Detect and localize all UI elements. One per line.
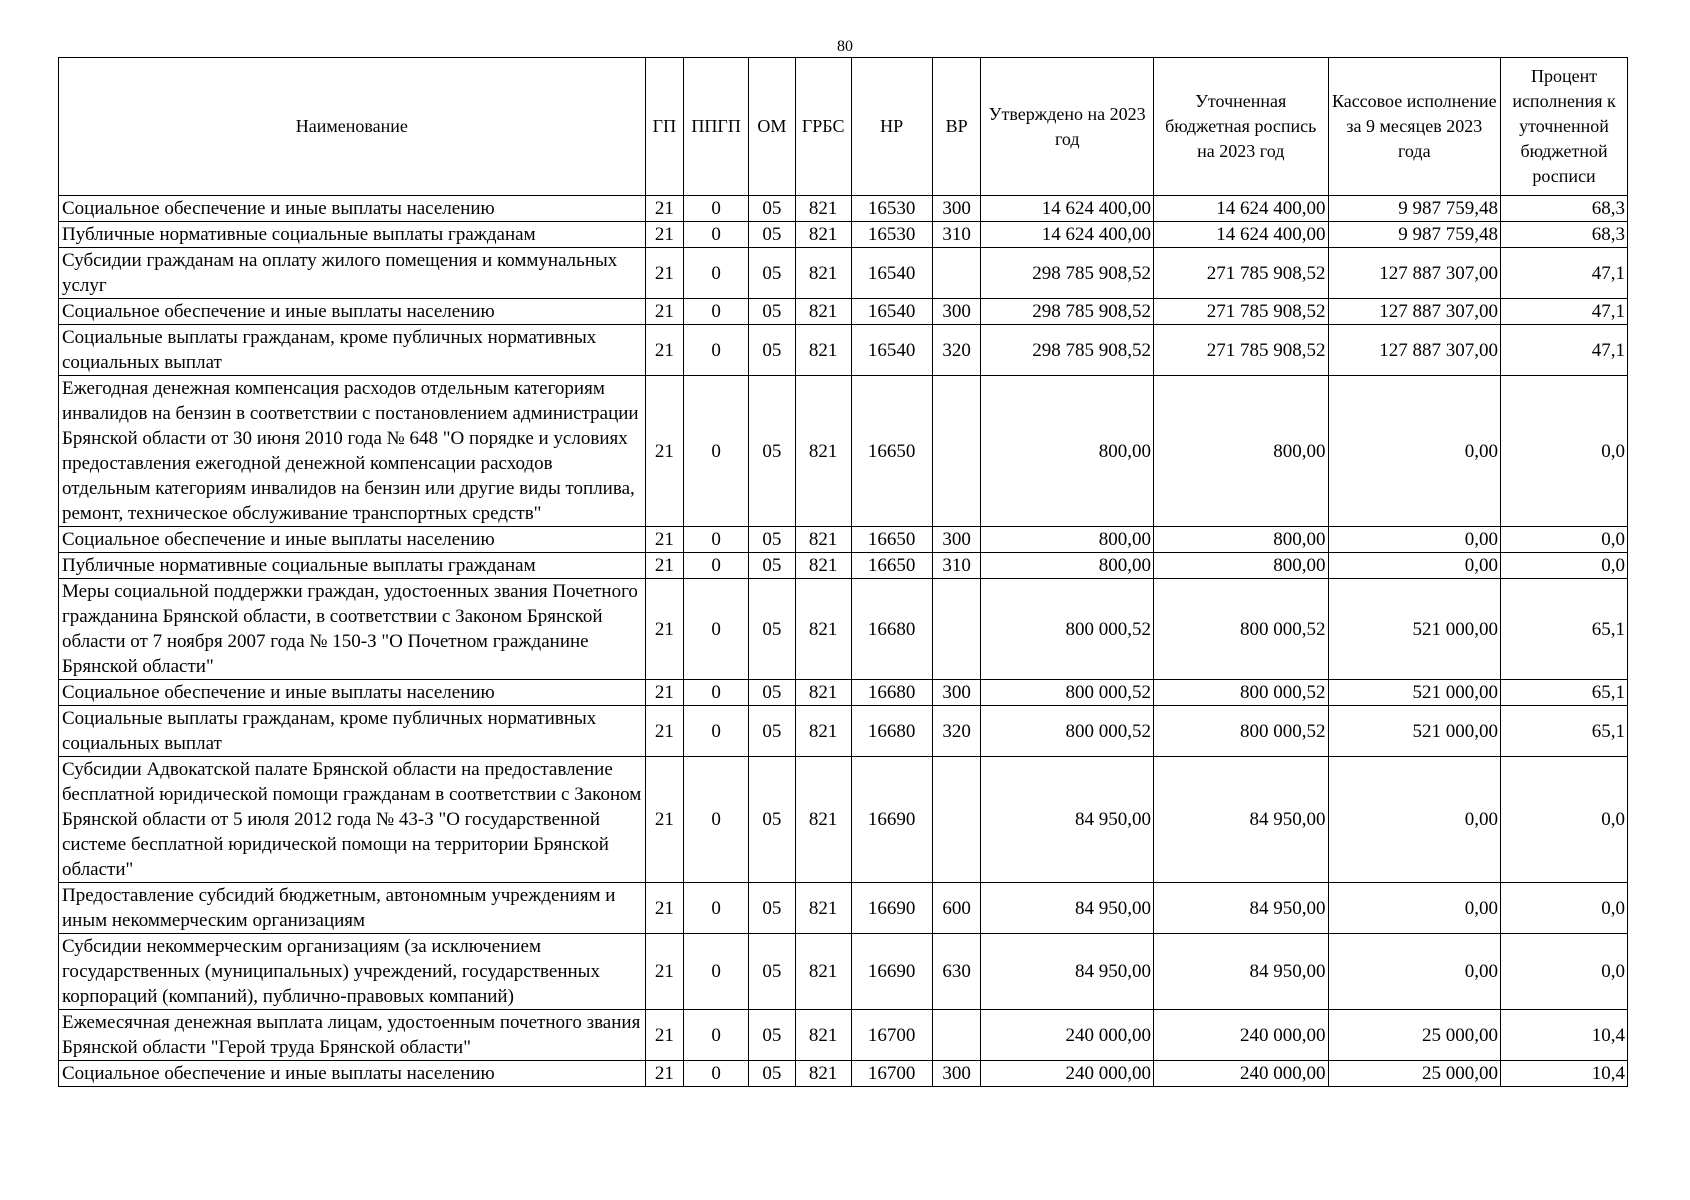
cell-nr: 16690 <box>851 934 932 1010</box>
cell-nr: 16540 <box>851 248 932 299</box>
cell-grbs: 821 <box>795 706 851 757</box>
cell-nr: 16680 <box>851 680 932 706</box>
cell-name: Социальное обеспечение и иные выплаты населению <box>59 680 646 706</box>
cell-vr: 320 <box>932 325 981 376</box>
cell-cash: 521 000,00 <box>1328 680 1501 706</box>
page-number: 80 <box>837 38 853 55</box>
cell-grbs: 821 <box>795 196 851 222</box>
cell-name: Предоставление субсидий бюджетным, автономным учреждениям и иным некоммерческим организациям <box>59 883 646 934</box>
cell-cash: 9 987 759,48 <box>1328 196 1501 222</box>
cell-ppgp: 0 <box>684 527 749 553</box>
cell-ppgp: 0 <box>684 1061 749 1087</box>
cell-name: Социальное обеспечение и иные выплаты населению <box>59 196 646 222</box>
table-row <box>59 325 1628 376</box>
cell-vr: 310 <box>932 553 981 579</box>
cell-name: Ежемесячная денежная выплата лицам, удостоенным почетного звания Брянской области "Герой труда Брянской области" <box>59 1010 646 1061</box>
table-body <box>59 196 1628 1087</box>
cell-ppgp: 0 <box>684 579 749 680</box>
cell-percent: 0,0 <box>1501 527 1628 553</box>
cell-approved: 800 000,52 <box>981 680 1154 706</box>
cell-vr <box>932 1010 981 1061</box>
cell-vr: 300 <box>932 527 981 553</box>
cell-cash: 127 887 307,00 <box>1328 248 1501 299</box>
cell-nr: 16530 <box>851 196 932 222</box>
table-row <box>59 196 1628 222</box>
table-row <box>59 757 1628 883</box>
table-row <box>59 527 1628 553</box>
cell-grbs: 821 <box>795 222 851 248</box>
cell-percent: 47,1 <box>1501 299 1628 325</box>
table-row <box>59 579 1628 680</box>
cell-name: Социальное обеспечение и иные выплаты населению <box>59 527 646 553</box>
cell-cash: 127 887 307,00 <box>1328 325 1501 376</box>
cell-om: 05 <box>749 527 796 553</box>
cell-vr: 320 <box>932 706 981 757</box>
cell-gp: 21 <box>645 527 684 553</box>
cell-refined: 240 000,00 <box>1153 1010 1328 1061</box>
cell-cash: 0,00 <box>1328 757 1501 883</box>
cell-approved: 800,00 <box>981 376 1154 527</box>
cell-vr: 310 <box>932 222 981 248</box>
cell-refined: 84 950,00 <box>1153 934 1328 1010</box>
cell-refined: 271 785 908,52 <box>1153 299 1328 325</box>
cell-om: 05 <box>749 196 796 222</box>
cell-percent: 0,0 <box>1501 553 1628 579</box>
cell-ppgp: 0 <box>684 325 749 376</box>
cell-percent: 0,0 <box>1501 757 1628 883</box>
cell-om: 05 <box>749 883 796 934</box>
cell-refined: 800 000,52 <box>1153 706 1328 757</box>
cell-gp: 21 <box>645 299 684 325</box>
header-approved: Утверждено на 2023 год <box>981 58 1154 196</box>
cell-approved: 240 000,00 <box>981 1061 1154 1087</box>
cell-nr: 16540 <box>851 299 932 325</box>
cell-om: 05 <box>749 757 796 883</box>
cell-om: 05 <box>749 579 796 680</box>
cell-ppgp: 0 <box>684 883 749 934</box>
table-row <box>59 376 1628 527</box>
table-row <box>59 553 1628 579</box>
cell-nr: 16700 <box>851 1061 932 1087</box>
cell-vr: 600 <box>932 883 981 934</box>
cell-refined: 240 000,00 <box>1153 1061 1328 1087</box>
cell-cash: 127 887 307,00 <box>1328 299 1501 325</box>
cell-name: Публичные нормативные социальные выплаты гражданам <box>59 222 646 248</box>
cell-gp: 21 <box>645 883 684 934</box>
cell-nr: 16680 <box>851 706 932 757</box>
cell-name: Ежегодная денежная компенсация расходов отдельным категориям инвалидов на бензин в соответствии с постановлением администрации Брянской области от 30 июня 2010 года № 648 "О порядке и условиях предоставления ежегодной денежной компенсации расходов отдельным категориям инвалидов на бензин или другие виды топлива, ремонт, техническое обслуживание транспортных средств" <box>59 376 646 527</box>
cell-nr: 16650 <box>851 376 932 527</box>
cell-vr: 630 <box>932 934 981 1010</box>
cell-approved: 14 624 400,00 <box>981 196 1154 222</box>
table-row <box>59 299 1628 325</box>
cell-ppgp: 0 <box>684 376 749 527</box>
cell-grbs: 821 <box>795 325 851 376</box>
cell-nr: 16650 <box>851 553 932 579</box>
cell-nr: 16680 <box>851 579 932 680</box>
table-row <box>59 680 1628 706</box>
cell-cash: 0,00 <box>1328 934 1501 1010</box>
cell-gp: 21 <box>645 579 684 680</box>
cell-gp: 21 <box>645 1061 684 1087</box>
cell-vr: 300 <box>932 196 981 222</box>
cell-cash: 521 000,00 <box>1328 579 1501 680</box>
cell-nr: 16530 <box>851 222 932 248</box>
header-vr: ВР <box>932 58 981 196</box>
cell-gp: 21 <box>645 325 684 376</box>
cell-nr: 16690 <box>851 883 932 934</box>
cell-nr: 16690 <box>851 757 932 883</box>
cell-ppgp: 0 <box>684 553 749 579</box>
table-row <box>59 883 1628 934</box>
cell-vr: 300 <box>932 1061 981 1087</box>
cell-gp: 21 <box>645 248 684 299</box>
cell-grbs: 821 <box>795 757 851 883</box>
cell-om: 05 <box>749 299 796 325</box>
cell-cash: 9 987 759,48 <box>1328 222 1501 248</box>
cell-refined: 84 950,00 <box>1153 883 1328 934</box>
cell-om: 05 <box>749 553 796 579</box>
cell-vr <box>932 248 981 299</box>
table-row <box>59 1010 1628 1061</box>
cell-approved: 298 785 908,52 <box>981 248 1154 299</box>
cell-grbs: 821 <box>795 299 851 325</box>
cell-approved: 298 785 908,52 <box>981 325 1154 376</box>
cell-name: Субсидии гражданам на оплату жилого помещения и коммунальных услуг <box>59 248 646 299</box>
cell-nr: 16700 <box>851 1010 932 1061</box>
table-row <box>59 934 1628 1010</box>
cell-cash: 0,00 <box>1328 553 1501 579</box>
cell-approved: 800 000,52 <box>981 706 1154 757</box>
cell-om: 05 <box>749 680 796 706</box>
cell-vr <box>932 757 981 883</box>
cell-approved: 800 000,52 <box>981 579 1154 680</box>
cell-grbs: 821 <box>795 934 851 1010</box>
header-om: ОМ <box>749 58 796 196</box>
cell-refined: 800 000,52 <box>1153 680 1328 706</box>
cell-gp: 21 <box>645 1010 684 1061</box>
cell-name: Социальные выплаты гражданам, кроме публичных нормативных социальных выплат <box>59 325 646 376</box>
cell-approved: 298 785 908,52 <box>981 299 1154 325</box>
cell-gp: 21 <box>645 553 684 579</box>
cell-percent: 0,0 <box>1501 376 1628 527</box>
cell-gp: 21 <box>645 934 684 1010</box>
cell-grbs: 821 <box>795 376 851 527</box>
header-name: Наименование <box>59 58 646 196</box>
cell-refined: 14 624 400,00 <box>1153 222 1328 248</box>
cell-gp: 21 <box>645 196 684 222</box>
cell-refined: 800,00 <box>1153 553 1328 579</box>
cell-grbs: 821 <box>795 579 851 680</box>
cell-refined: 800,00 <box>1153 527 1328 553</box>
cell-name: Субсидии Адвокатской палате Брянской области на предоставление бесплатной юридической помощи гражданам в соответствии с Законом Брянской области от 5 июля 2012 года № 43-З "О государственной системе бесплатной юридической помощи на территории Брянской области" <box>59 757 646 883</box>
cell-vr <box>932 376 981 527</box>
cell-ppgp: 0 <box>684 196 749 222</box>
cell-ppgp: 0 <box>684 757 749 883</box>
cell-grbs: 821 <box>795 680 851 706</box>
cell-percent: 0,0 <box>1501 934 1628 1010</box>
cell-percent: 47,1 <box>1501 325 1628 376</box>
cell-name: Субсидии некоммерческим организациям (за исключением государственных (муниципальных) учреждений, государственных корпораций (компаний), публично-правовых компаний) <box>59 934 646 1010</box>
table-row <box>59 1061 1628 1087</box>
cell-approved: 84 950,00 <box>981 934 1154 1010</box>
cell-gp: 21 <box>645 680 684 706</box>
cell-refined: 271 785 908,52 <box>1153 325 1328 376</box>
cell-ppgp: 0 <box>684 248 749 299</box>
cell-grbs: 821 <box>795 527 851 553</box>
cell-name: Публичные нормативные социальные выплаты гражданам <box>59 553 646 579</box>
table-row <box>59 222 1628 248</box>
cell-name: Социальное обеспечение и иные выплаты населению <box>59 299 646 325</box>
cell-om: 05 <box>749 706 796 757</box>
cell-om: 05 <box>749 222 796 248</box>
cell-ppgp: 0 <box>684 1010 749 1061</box>
cell-refined: 800,00 <box>1153 376 1328 527</box>
cell-refined: 84 950,00 <box>1153 757 1328 883</box>
cell-refined: 800 000,52 <box>1153 579 1328 680</box>
cell-ppgp: 0 <box>684 680 749 706</box>
cell-cash: 25 000,00 <box>1328 1061 1501 1087</box>
cell-gp: 21 <box>645 757 684 883</box>
cell-percent: 65,1 <box>1501 579 1628 680</box>
cell-gp: 21 <box>645 222 684 248</box>
cell-grbs: 821 <box>795 883 851 934</box>
table-row <box>59 706 1628 757</box>
header-grbs: ГРБС <box>795 58 851 196</box>
cell-name: Социальные выплаты гражданам, кроме публичных нормативных социальных выплат <box>59 706 646 757</box>
cell-approved: 14 624 400,00 <box>981 222 1154 248</box>
cell-grbs: 821 <box>795 1061 851 1087</box>
cell-vr: 300 <box>932 299 981 325</box>
cell-nr: 16540 <box>851 325 932 376</box>
table-row <box>59 248 1628 299</box>
cell-percent: 0,0 <box>1501 883 1628 934</box>
cell-gp: 21 <box>645 376 684 527</box>
cell-ppgp: 0 <box>684 706 749 757</box>
cell-percent: 10,4 <box>1501 1061 1628 1087</box>
cell-approved: 84 950,00 <box>981 757 1154 883</box>
cell-ppgp: 0 <box>684 222 749 248</box>
cell-nr: 16650 <box>851 527 932 553</box>
cell-gp: 21 <box>645 706 684 757</box>
budget-table <box>58 57 1628 1087</box>
table-header-row <box>59 58 1628 196</box>
cell-cash: 25 000,00 <box>1328 1010 1501 1061</box>
cell-ppgp: 0 <box>684 934 749 1010</box>
cell-approved: 800,00 <box>981 553 1154 579</box>
cell-name: Социальное обеспечение и иные выплаты населению <box>59 1061 646 1087</box>
cell-cash: 0,00 <box>1328 883 1501 934</box>
cell-om: 05 <box>749 248 796 299</box>
header-percent: Процент исполнения к уточненной бюджетной росписи <box>1501 58 1628 196</box>
header-cash: Кассовое исполнение за 9 месяцев 2023 года <box>1328 58 1501 196</box>
cell-percent: 10,4 <box>1501 1010 1628 1061</box>
cell-approved: 800,00 <box>981 527 1154 553</box>
cell-vr: 300 <box>932 680 981 706</box>
header-refined: Уточненная бюджетная роспись на 2023 год <box>1153 58 1328 196</box>
cell-percent: 68,3 <box>1501 222 1628 248</box>
cell-om: 05 <box>749 934 796 1010</box>
cell-name: Меры социальной поддержки граждан, удостоенных звания Почетного гражданина Брянской области, в соответствии с Законом Брянской области от 7 ноября 2007 года № 150-З "О Почетном гражданине Брянской области" <box>59 579 646 680</box>
cell-percent: 68,3 <box>1501 196 1628 222</box>
cell-grbs: 821 <box>795 553 851 579</box>
cell-grbs: 821 <box>795 248 851 299</box>
cell-grbs: 821 <box>795 1010 851 1061</box>
cell-percent: 65,1 <box>1501 680 1628 706</box>
cell-percent: 47,1 <box>1501 248 1628 299</box>
cell-cash: 521 000,00 <box>1328 706 1501 757</box>
header-gp: ГП <box>645 58 684 196</box>
cell-approved: 84 950,00 <box>981 883 1154 934</box>
cell-ppgp: 0 <box>684 299 749 325</box>
cell-refined: 271 785 908,52 <box>1153 248 1328 299</box>
cell-om: 05 <box>749 325 796 376</box>
cell-cash: 0,00 <box>1328 376 1501 527</box>
cell-cash: 0,00 <box>1328 527 1501 553</box>
cell-refined: 14 624 400,00 <box>1153 196 1328 222</box>
header-ppgp: ППГП <box>684 58 749 196</box>
cell-percent: 65,1 <box>1501 706 1628 757</box>
cell-approved: 240 000,00 <box>981 1010 1154 1061</box>
header-nr: НР <box>851 58 932 196</box>
cell-om: 05 <box>749 376 796 527</box>
cell-om: 05 <box>749 1010 796 1061</box>
cell-om: 05 <box>749 1061 796 1087</box>
cell-vr <box>932 579 981 680</box>
